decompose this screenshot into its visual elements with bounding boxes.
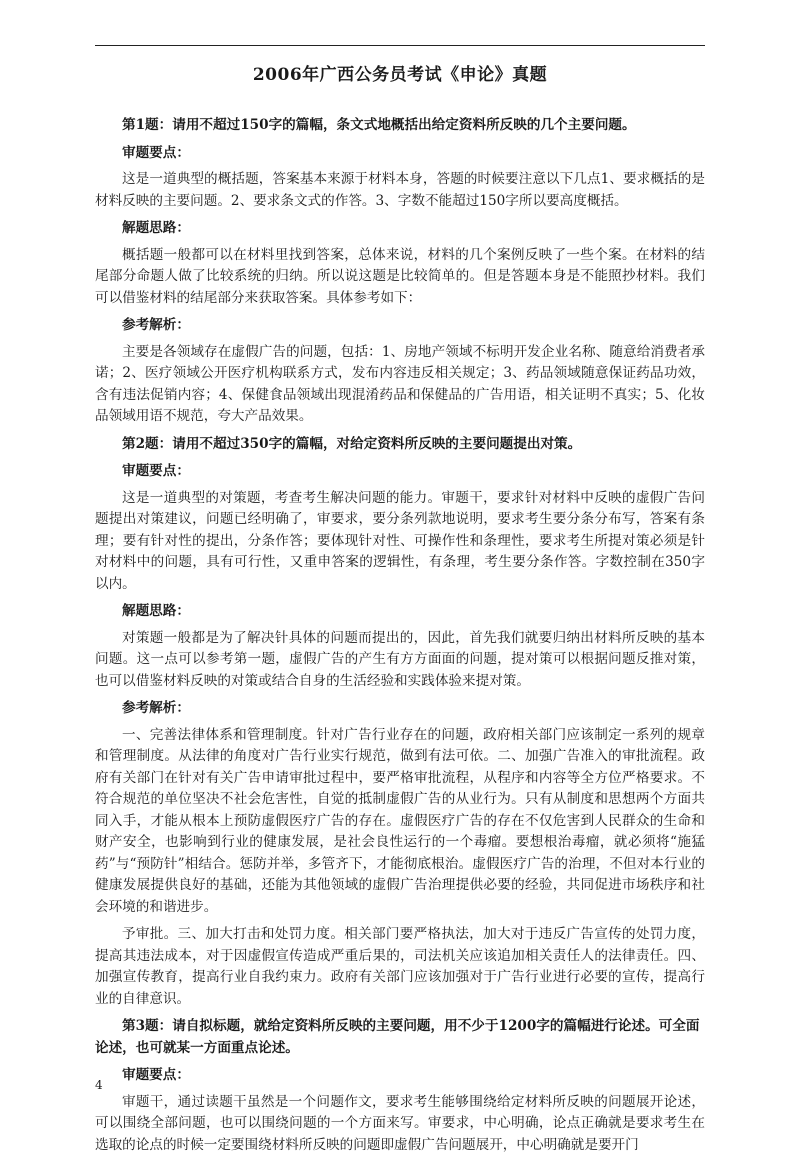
q3-key-points-text: 审题干，通过读题干虽然是一个问题作文，要求考生能够围绕给定材料所反映的问题展开论述，可以围绕全部问题，也可以围绕问题的一个方面来写。审要求，中心明确，论点正确就是要求考生在选取的论点的时候一定要围绕材料所反映的问题即虚假广告问题展开，中心明确就是要开门 bbox=[95, 1093, 705, 1153]
q1-reference-text: 主要是各领域存在虚假广告的问题，包括：1、房地产领域不标明开发企业名称、随意给消费者承诺；2、医疗领域公开医疗机构联系方式，发布内容违反相关规定；3、药品领域随意保证药品功效，含有违法促销内容；4、保健食品领域出现混淆药品和保健品的广告用语，相关证明不真实；5、化妆品领域用语不规范，夸大产品效果。 bbox=[95, 343, 705, 424]
q1-heading-key-points: 审题要点： bbox=[122, 144, 190, 161]
q2-heading-reference: 参考解析： bbox=[122, 700, 190, 716]
question-2: 第2题：请用不超过350字的篇幅，对给定资料所反映的主要问题提出对策。 bbox=[122, 435, 582, 452]
q2-approach-text: 对策题一般都是为了解决针具体的问题而提出的，因此，首先我们就要归纳出材料所反映的基本问题。这一点可以参考第一题，虚假广告的产生有方方面面的问题，提对策可以根据问题反推对策，也可以借鉴材料反映的对策或结合自身的生活经验和实践体验来提对策。 bbox=[95, 629, 705, 689]
q3-heading-key-points: 审题要点： bbox=[122, 1067, 190, 1083]
q2-reference-text-continued: 予审批。三、加大打击和处罚力度。相关部门要严格执法，加大对于违反广告宣传的处罚力度，提高其违法成本，对于因虚假宣传造成严重后果的，司法机关应该追加相关责任人的法律责任。四、加强宣传教育，提高行业自我约束力。政府有关部门应该加强对于广告行业进行必要的宣传，提高行业的自律意识。 bbox=[95, 926, 705, 1007]
q1-key-points-text: 这是一道典型的概括题，答案基本来源于材料本身，答题的时候要注意以下几点1、要求概括的是材料反映的主要问题。2、要求条文式的作答。3、字数不能超过150字所以要高度概括。 bbox=[95, 171, 705, 209]
q1-approach-text: 概括题一般都可以在材料里找到答案，总体来说，材料的几个案例反映了一些个案。在材料的结尾部分命题人做了比较系统的归纳。所以说这题是比较简单的。但是答题本身是不能照抄材料。我们可以借鉴材料的结尾部分来获取答案。具体参考如下： bbox=[95, 246, 705, 306]
document-title: 2006年广西公务员考试《申论》真题 bbox=[252, 65, 548, 85]
header-rule bbox=[95, 45, 705, 46]
page-number: 4 bbox=[95, 1078, 103, 1092]
question-3: 第3题：请自拟标题，就给定资料所反映的主要问题，用不少于1200字的篇幅进行论述。可全面论述，也可就某一方面重点论述。 bbox=[95, 1018, 700, 1056]
q2-heading-approach: 解题思路： bbox=[122, 603, 190, 619]
q1-heading-approach: 解题思路： bbox=[122, 220, 190, 236]
question-1: 第1题：请用不超过150字的篇幅，条文式地概括出给定资料所反映的几个主要问题。 bbox=[122, 117, 636, 133]
q2-key-points-text: 这是一道典型的对策题，考查考生解决问题的能力。审题干，要求针对材料中反映的虚假广告问题提出对策建议，问题已经明确了，审要求，要分条列款地说明，要求考生要分条分布写，答案有条理；要有针对性的提出，分条作答；要体现针对性、可操作性和条理性，要求考生所提对策必须是针对材料中的问题，具有可行性，又重申答案的逻辑性，有条理，考生要分条作答。字数控制在350字以内。 bbox=[95, 489, 705, 592]
q2-reference-text: 一、完善法律体系和管理制度。针对广告行业存在的问题，政府相关部门应该制定一系列的规章和管理制度。从法律的角度对广告行业实行规范，做到有法可依。二、加强广告准入的审批流程。政府有关部门在针对有关广告申请审批过程中，要严格审批流程，从程序和内容等全方位严格要求。不符合规范的单位坚决不社会危害性，自觉的抵制虚假广告的从业行为。只有从制度和思想两个方面共同入手，才能从根本上预防虚假医疗广告的存在。虚假医疗广告的存在不仅危害到人民群众的生命和财产安全，也影响到行业的健康发展，是社会良性运行的一个毒瘤。要想根治毒瘤，就必须将“施猛药”与“预防针”相结合。惩防并举，多管齐下，才能彻底根治。虚假医疗广告的治理，不但对本行业的健康发展提供良好的基础，还能为其他领域的虚假广告治理提供必要的经验，共同促进市场秩序和社会环境的和谐进步。 bbox=[95, 726, 705, 915]
q2-heading-key-points: 审题要点： bbox=[122, 463, 190, 479]
document-body bbox=[95, 115, 705, 1162]
q1-heading-reference: 参考解析： bbox=[122, 317, 190, 333]
